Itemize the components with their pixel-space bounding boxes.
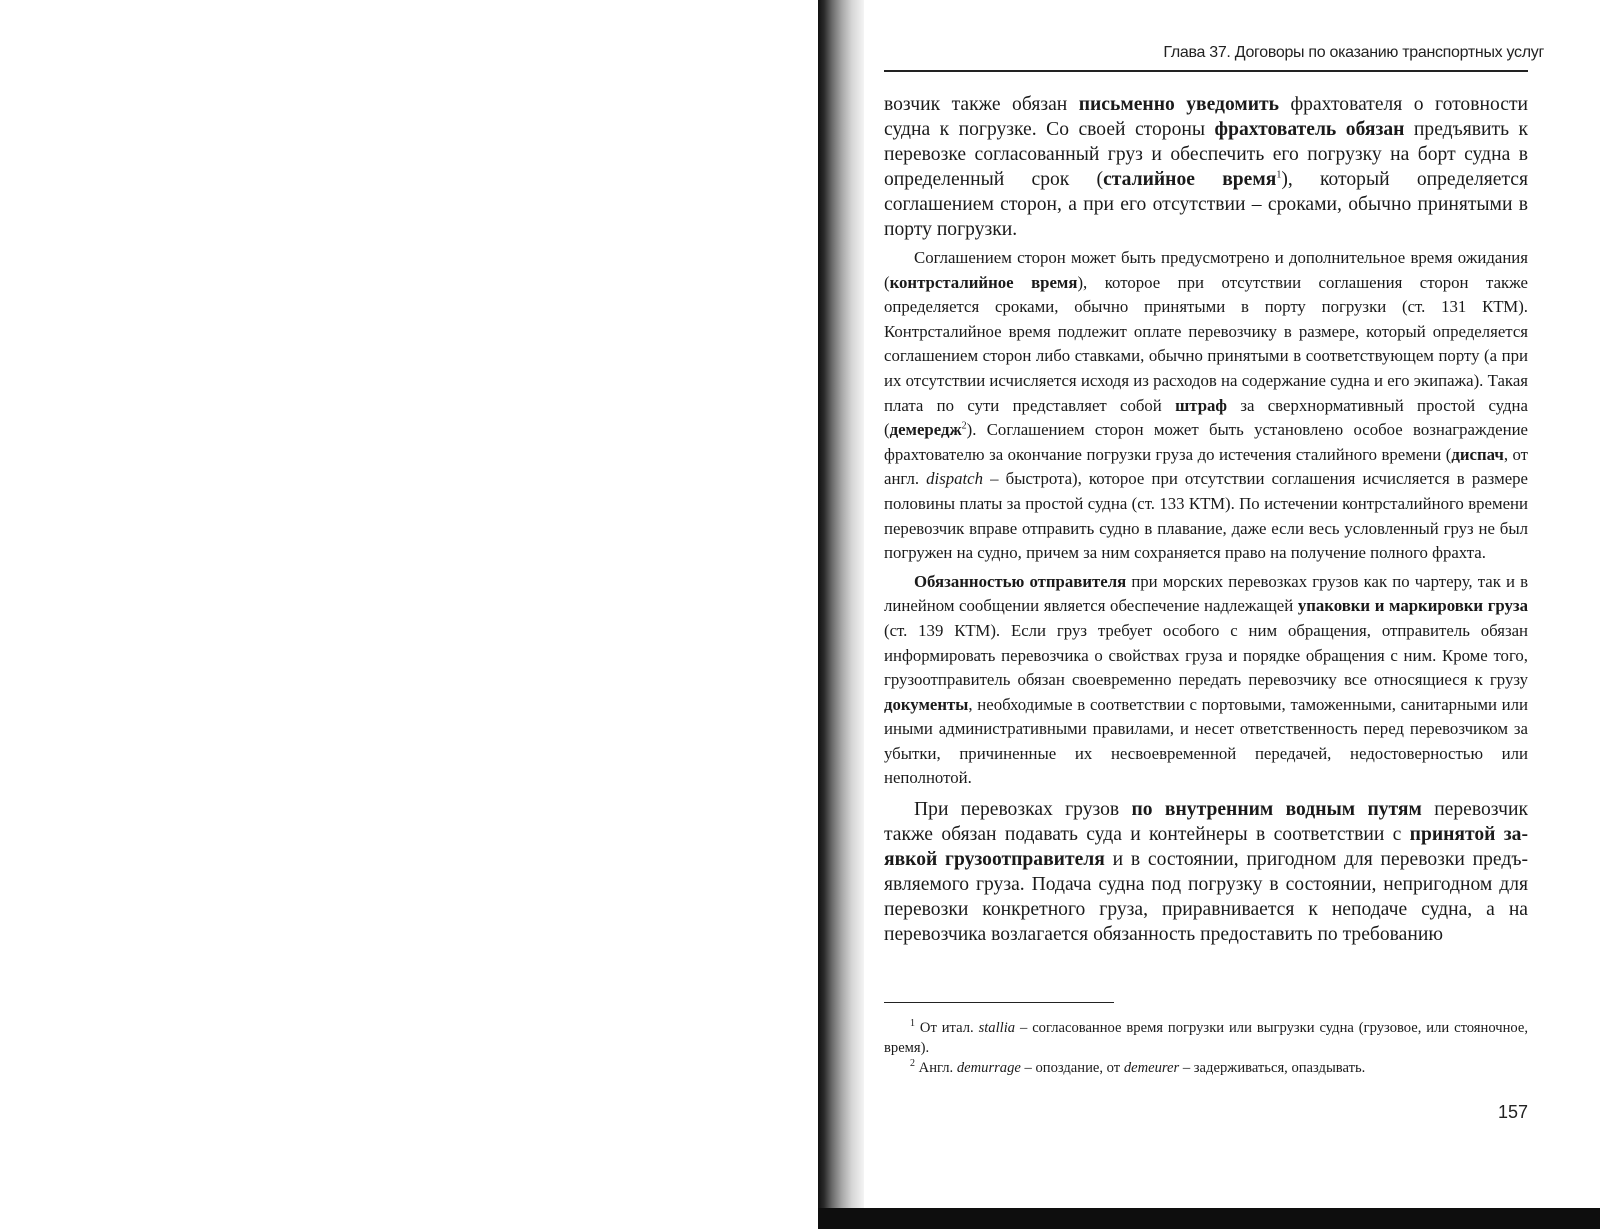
text-run: От итал.: [915, 1020, 979, 1036]
text-run: и в состоянии, пригодном для перевозки предъявляемого груза. Подача судна под погрузку в состоянии, непригодном для перевозки конкретного груза, приравнивается к неподаче судна, а на перевозчика возлагается обязанность предоставить по требованию: [884, 849, 1528, 946]
text-run: – быстрота), которое при отсутствии соглашения исчисляется в размере половины платы за простой судна (ст. 133 КТМ). По истечении контрсталийного времени перевозчик вправе отправить судно в плавание, даже если весь условленный груз не был погружен на судно, причем за ним сохраняется право на получение полного фрахта.: [884, 469, 1528, 563]
page-number: 157: [1497, 1102, 1528, 1122]
text-run: , от англ.: [884, 444, 1528, 489]
paragraph-1: [884, 92, 1528, 242]
text-run: Англ.: [915, 1060, 957, 1076]
bold-term: диспач: [1451, 444, 1504, 464]
running-head: Глава 37. Договоры по оказанию транспортных услуг: [1163, 44, 1544, 61]
text-run: ). Соглашением сторон может быть установлено особое вознаграждение фрахтователю за окончание погрузки груза до истечения сталийного времени (: [884, 420, 1528, 464]
text-run: ), который определяется соглашением сторон, а при его отсутствии – сроками, обычно принятыми в порту погрузки.: [884, 169, 1529, 240]
book-spine-shadow: [818, 0, 864, 1229]
text-run: при морских перевозках грузов как по чартеру, так и в линейном сообщении является обеспечение надлежащей: [884, 571, 1528, 616]
text-run: При перевозках грузов: [914, 799, 1132, 821]
body-text: [884, 92, 1528, 947]
text-run: – опоздание, от: [1020, 1060, 1124, 1076]
bold-term: контрсталийное время: [889, 272, 1078, 292]
book-page: [864, 0, 1600, 1208]
footnote-mark: 2: [910, 1058, 915, 1070]
text-run: перевозчик также обязан подавать суда и контейнеры в соответствии с: [884, 799, 1528, 846]
scan-bottom-edge: [818, 1208, 1600, 1229]
paragraph-2: [884, 246, 1528, 566]
bold-term: Обязанностью отправителя: [914, 571, 1127, 591]
paragraph-4: [884, 797, 1528, 947]
text-run: за сверхнормативный простой судна (: [884, 395, 1528, 440]
footnote-mark: 1: [910, 1018, 915, 1030]
bold-term: демередж: [889, 420, 962, 440]
footnote-rule: [884, 1002, 1114, 1003]
bold-term: принятой заявкой грузоотправителя: [884, 824, 1528, 871]
footnote-ref: 1: [1276, 169, 1282, 181]
bold-term: письменно уведомить: [1078, 94, 1280, 115]
footnote-2: [884, 1058, 1528, 1078]
bold-term: штраф: [1175, 395, 1228, 415]
text-run: возчик также обязан: [884, 94, 1079, 115]
footnote-1: [884, 1018, 1528, 1058]
footnote-ref: 2: [961, 420, 967, 432]
bold-term: фрахтователь обязан: [1214, 119, 1405, 140]
text-run: (ст. 139 КТМ). Если груз требует особого с ним обращения, отправитель обязан информировать перевозчика о свойствах груза и порядке обращения с ним. Кроме того, грузоотправитель обязан своевременно передать перевозчику все относящиеся к грузу: [884, 620, 1528, 690]
text-run: – согласованное время погрузки или выгрузки судна (грузовое, или стояночное, время).: [884, 1020, 1528, 1056]
italic-term: demeurer: [1123, 1060, 1180, 1076]
bold-term: сталийное время: [1103, 169, 1277, 190]
bold-term: упаковки и маркировки груза: [1297, 596, 1528, 616]
text-run: ), которое при отсутствии соглашения сторон также определяется сроками, обычно принятыми в порту погрузки (ст. 131 КТМ). Контрсталийное время подлежит оплате перевозчику в размере, который определяется соглашением сторон либо ставками, обычно принятыми в соответствующем порту (а при их отсутствии исчисляется исходя из расходов на содержание судна и его экипажа). Такая плата по сути представляет собой: [884, 272, 1528, 415]
paragraph-3: [884, 570, 1528, 791]
bold-term: документы: [884, 694, 969, 714]
bold-term: по внутренним водным путям: [1131, 799, 1422, 821]
italic-term: dispatch: [926, 469, 984, 489]
header-rule: [884, 70, 1528, 72]
text-run: , необходимые в соответствии с портовыми, таможенными, санитарными или иными административными правилами, и несет ответственность перед перевозчиком за убытки, причиненные их несвоевременной передачей, недостоверностью или неполнотой.: [884, 694, 1528, 788]
italic-term: stallia: [978, 1020, 1016, 1036]
text-run: фрахтователя о готовности судна к погрузке. Со своей стороны: [884, 94, 1528, 140]
text-run: Соглашением сторон может быть предусмотрено и дополнительное время ожидания (: [884, 248, 1528, 292]
text-run: – задерживаться, опаздывать.: [1179, 1060, 1366, 1076]
footnotes: [884, 1018, 1528, 1078]
text-run: предъявить к перевозке согласованный груз и обеспечить его погрузку на борт судна в определенный срок (: [884, 119, 1528, 190]
italic-term: demurrage: [956, 1060, 1021, 1076]
